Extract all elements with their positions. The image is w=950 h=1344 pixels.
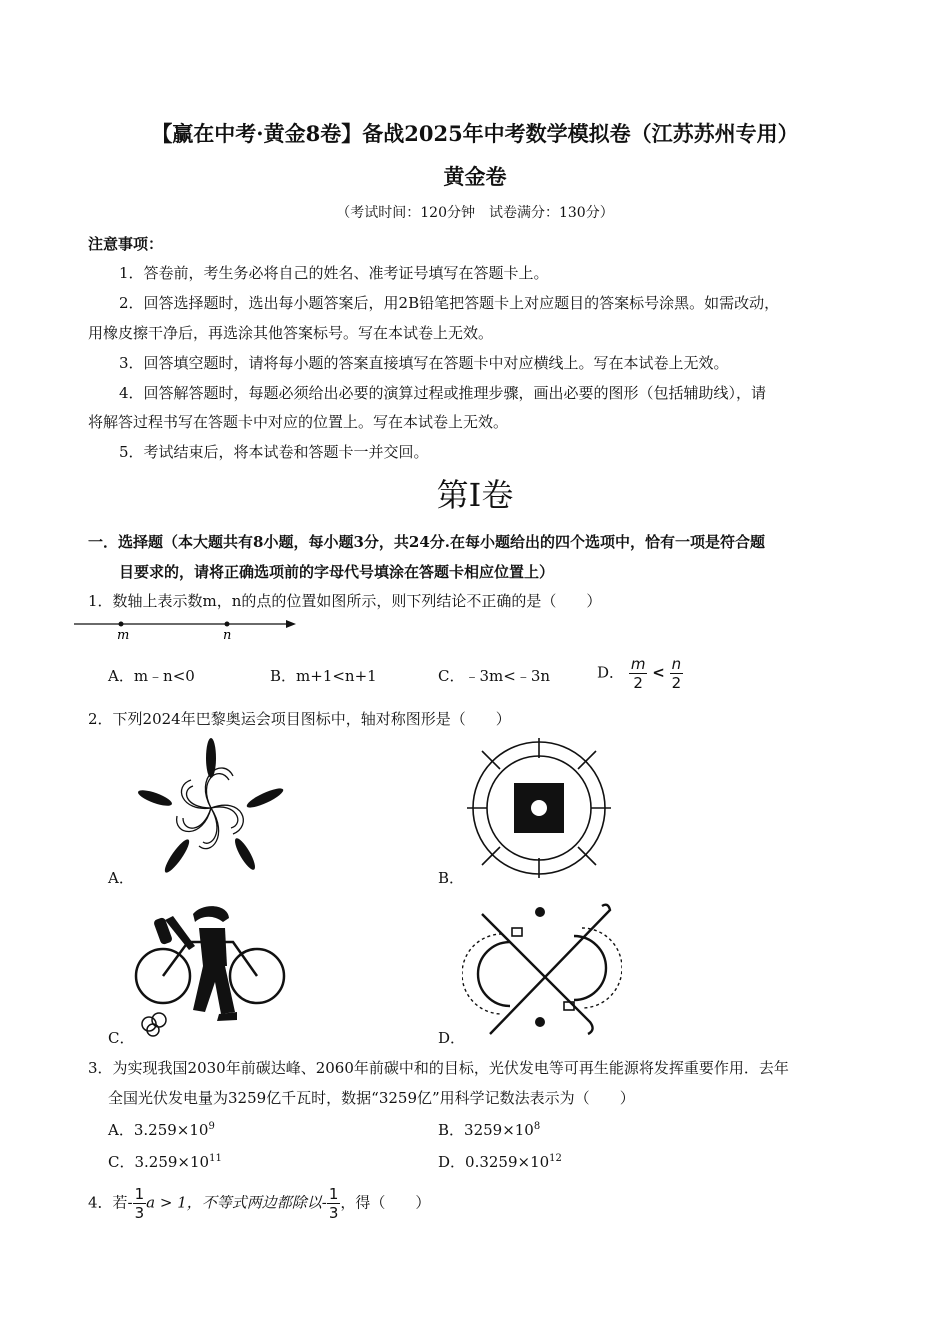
axis-label-m: m <box>117 628 130 642</box>
q3-a-base: A．3.259×10 <box>108 1121 209 1139</box>
volume-title: 第Ⅰ卷 <box>436 476 514 514</box>
q3-option-a <box>108 1119 215 1140</box>
notice-item-4-cont: 将解答过程书写在答题卡中对应的位置上。写在本试卷上无效。 <box>88 413 509 431</box>
point-n-dot <box>225 622 230 627</box>
q3-option-d <box>438 1151 562 1172</box>
frac-num: m <box>630 655 646 673</box>
q1-d-op: < <box>652 663 665 682</box>
q3-option-c <box>108 1151 222 1172</box>
notice-item-1: 1．答卷前，考生务必将自己的姓名、准考证号填写在答题卡上。 <box>119 264 549 282</box>
q3-b-base: B．3259×10 <box>438 1121 534 1139</box>
q4-frac-2 <box>327 1185 341 1222</box>
abstract-sport-icon <box>462 898 622 1043</box>
section1-heading-cont: 目要求的，请将正确选项前的字母代号填涂在答题卡相应位置上） <box>119 563 555 581</box>
q1-d-frac-left <box>629 655 648 692</box>
q3-c-exp: 11 <box>209 1153 222 1164</box>
q3-stem-line1: 3．为实现我国2030年前碳达峰、2060年前碳中和的目标，光伏发电等可再生能源将发挥重要作用．去年 <box>88 1059 789 1077</box>
q1-option-b: B．m+1<n+1 <box>270 667 377 685</box>
q1-stem: 1．数轴上表示数m，n的点的位置如图所示，则下列结论不正确的是（ ） <box>88 592 602 610</box>
frac-den: 2 <box>671 674 682 692</box>
notice-item-3: 3．回答填空题时，请将每小题的答案直接填写在答题卡中对应横线上。写在本试卷上无效。 <box>119 354 729 372</box>
q3-b-exp: 8 <box>533 1121 541 1132</box>
q4-suffix: ，得（ ） <box>340 1193 431 1212</box>
notice-item-2-cont: 用橡皮擦干净后，再选涂其他答案标号。写在本试卷上无效。 <box>88 324 494 342</box>
q2-label-a: A． <box>108 869 134 887</box>
q3-stem-line2: 全国光伏发电量为3259亿千瓦时，数据“3259亿”用科学记数法表示为（ ） <box>108 1089 635 1107</box>
q2-label-c: C． <box>108 1029 135 1047</box>
notice-item-2: 2．回答选择题时，选出每小题答案后，用2B铅笔把答题卡上对应题目的答案标号涂黑。如需改动， <box>119 294 780 312</box>
axis-label-n: n <box>223 628 232 642</box>
q4-stem <box>88 1185 430 1222</box>
point-m-dot <box>119 622 124 627</box>
q2-stem: 2．下列2024年巴黎奥运会项目图标中，轴对称图形是（ ） <box>88 710 511 728</box>
q4-frac-1 <box>133 1185 147 1222</box>
q1-option-a: A．m﹣n<0 <box>108 667 195 685</box>
q1-d-frac-right <box>670 655 684 692</box>
q3-c-base: C．3.259×10 <box>108 1153 210 1171</box>
exam-title: 【赢在中考·黄金8卷】备战2025年中考数学模拟卷（江苏苏州专用） <box>151 121 799 146</box>
q3-d-exp: 12 <box>549 1153 562 1164</box>
frac-num: 1 <box>328 1185 339 1203</box>
notice-item-5: 5．考试结束后，将本试卷和答题卡一并交回。 <box>119 443 429 461</box>
q1-option-c: C．﹣3m<﹣3n <box>438 667 551 685</box>
q3-a-exp: 9 <box>208 1121 215 1132</box>
frac-den: 2 <box>633 674 643 692</box>
frac-num: 1 <box>134 1185 145 1203</box>
q4-mid: a > 1，不等式两边都除以- <box>146 1193 327 1212</box>
q1-number-line <box>72 612 302 642</box>
q1-option-d <box>597 655 683 692</box>
pinwheel-icon <box>133 736 288 881</box>
q4-prefix: 4．若- <box>88 1193 133 1212</box>
q3-d-base: D．0.3259×10 <box>438 1153 550 1171</box>
notice-heading: 注意事项： <box>88 235 164 253</box>
exam-info: （考试时间：120分钟 试卷满分：130分） <box>336 205 614 221</box>
q3-option-b <box>438 1119 540 1140</box>
frac-den: 3 <box>328 1204 339 1222</box>
cycling-icon <box>133 900 288 1040</box>
q1-option-d-label: D． <box>597 663 625 682</box>
q2-label-d: D． <box>438 1029 466 1047</box>
exam-subtitle: 黄金卷 <box>443 164 507 189</box>
notice-item-4: 4．回答解答题时，每题必须给出必要的演算过程或推理步骤，画出必要的图形（包括辅助线），请 <box>119 384 767 402</box>
q2-label-b: B． <box>438 869 465 887</box>
target-icon <box>462 736 617 881</box>
frac-num: n <box>670 655 684 674</box>
section1-heading: 一．选择题（本大题共有8小题，每小题3分，共24分.在每小题给出的四个选项中，恰有一项是符合题 <box>88 533 765 551</box>
frac-den: 3 <box>134 1204 145 1222</box>
